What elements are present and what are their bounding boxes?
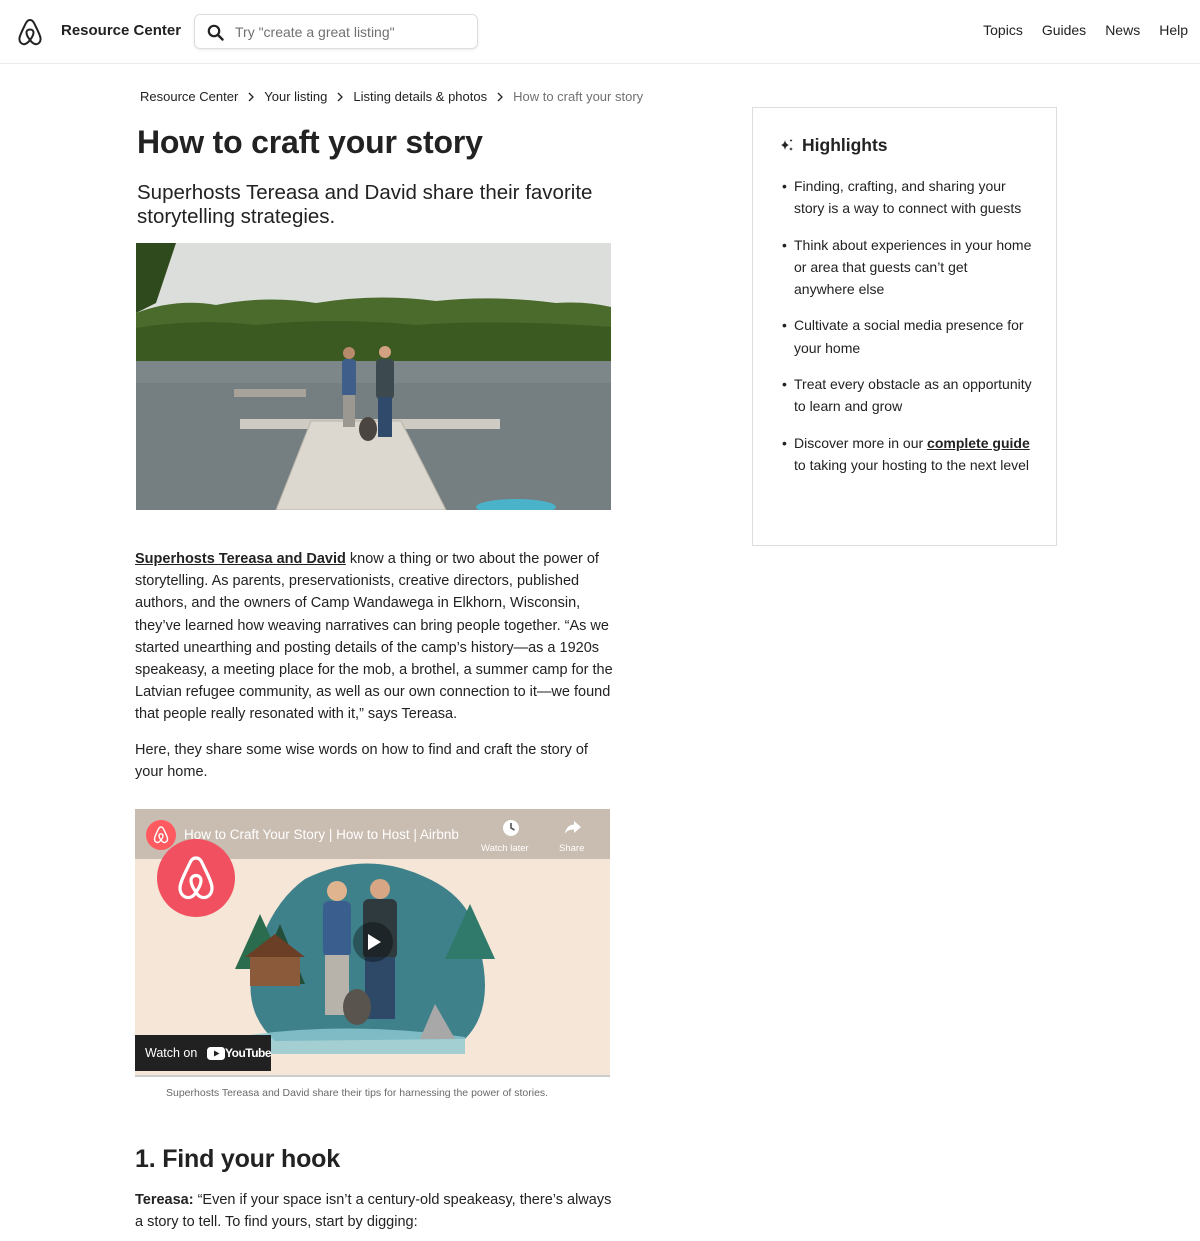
sparkle-icon [780,138,794,153]
speaker-label: Tereasa: [135,1192,194,1208]
breadcrumb-current: How to craft your story [513,89,644,104]
chevron-right-icon [247,92,255,102]
breadcrumb [140,89,643,104]
video-embed[interactable] [135,809,610,1077]
highlight-prefix: Discover more in our [794,434,928,451]
highlight-item: • Finding, crafting, and sharing your story is a way to connect with guests [782,175,1032,220]
highlights-list [782,175,1032,490]
play-icon[interactable] [353,922,393,962]
breadcrumb-your-listing[interactable]: Your listing [264,89,328,104]
breadcrumb-listing-details[interactable]: Listing details & photos [353,89,488,104]
nav-help[interactable]: Help [1159,22,1188,38]
airbnb-logo-icon[interactable] [16,17,44,47]
chevron-right-icon [336,92,344,102]
highlight-item: • Cultivate a social media presence for your home [782,314,1032,359]
share-label[interactable]: Share [559,843,585,854]
watch-on-youtube-button[interactable] [135,1035,271,1071]
share-icon[interactable] [564,820,582,836]
video-caption: Superhosts Tereasa and David share their tips for harnessing the power of stories. [166,1087,549,1099]
intro-paragraph-2: Here, they share some wise words on how to find and craft the story of your home. [135,742,588,781]
page-subtitle: Superhosts Tereasa and David share their favorite storytelling strategies. [137,181,593,228]
highlight-item: • Think about experiences in your home or area that guests can’t get anywhere else [782,234,1032,301]
page-title: How to craft your story [137,124,483,160]
complete-guide-link[interactable]: complete guide [927,434,1030,451]
intro-paragraph [135,548,615,726]
airbnb-logo-icon [156,838,236,918]
breadcrumb-resource-center[interactable]: Resource Center [140,89,239,104]
section-heading: 1. Find your hook [135,1145,340,1173]
top-header [0,0,1200,64]
hero-image [136,243,611,510]
section-text: “Even if your space isn’t a century-old speakeasy, there’s always a story to tell. To find yours, start by digging: [135,1192,612,1231]
highlights-title: Highlights [802,135,888,155]
video-title[interactable]: How to Craft Your Story | How to Host | Airbnb [184,827,459,842]
clock-icon[interactable] [502,819,520,837]
highlight-item: • Treat every obstacle as an opportunity to learn and grow [782,373,1032,418]
watch-later-label[interactable]: Watch later [481,843,529,854]
youtube-play-icon [207,1047,225,1060]
highlight-item [782,432,1032,477]
youtube-label: YouTube [225,1046,272,1060]
search-input[interactable] [235,21,465,43]
nav-topics[interactable]: Topics [983,22,1023,38]
chevron-right-icon [496,92,504,102]
intro-text: know a thing or two about the power of storytelling. As parents, preservationists, creative directors, published authors, and the owners of Camp Wandawega in Elkhorn, Wisconsin, they’ve learned how weaving narratives can bring people together. “As we started unearthing and posting details of the camp’s history—as a 1920s speakeasy, a meeting place for the mob, a brothel, a summer camp for the Latvian refugee community, as well as our own connection to it—we found that people really resonated with it,” says Tereasa. [135,551,613,723]
nav-guides[interactable]: Guides [1041,22,1087,38]
section-paragraph [135,1189,615,1233]
watch-on-label: Watch on [145,1046,198,1060]
nav-news[interactable]: News [1105,22,1141,38]
highlight-suffix: to taking your hosting to the next level [794,456,1030,473]
search-box[interactable] [194,14,478,49]
top-nav [983,22,1188,38]
brand-title[interactable]: Resource Center [61,22,182,39]
superhosts-link[interactable]: Superhosts Tereasa and David [135,551,346,567]
highlights-panel [752,107,1057,546]
search-icon [207,24,224,41]
